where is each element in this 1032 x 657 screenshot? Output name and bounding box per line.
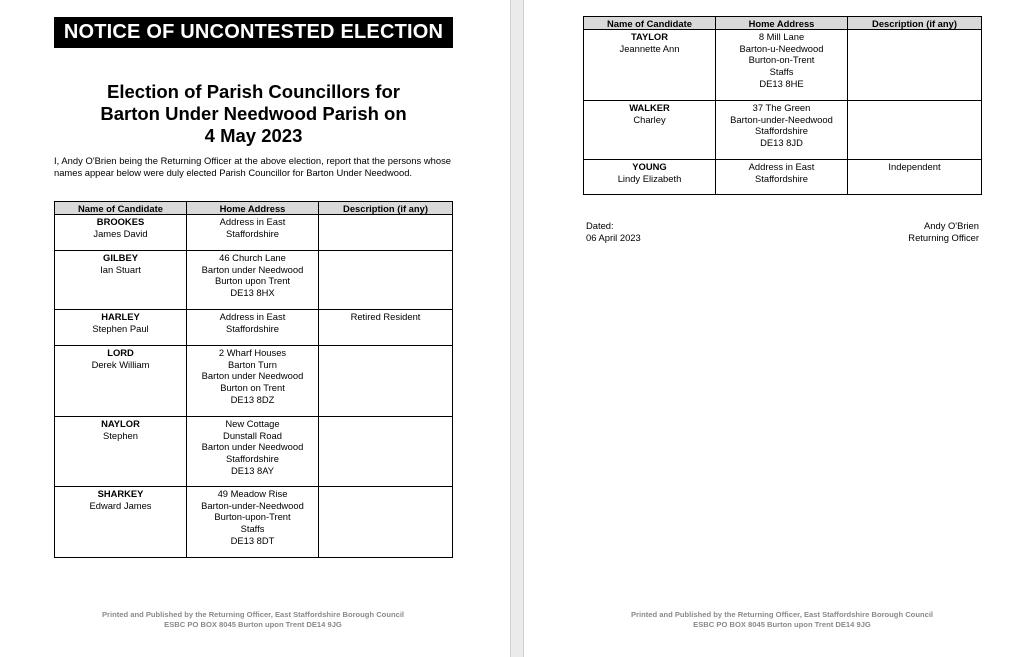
address-line: Barton-under-Needwood [201, 499, 304, 511]
header-description: Description (if any) [848, 17, 982, 30]
candidate-name-cell [55, 346, 187, 417]
candidate-name-cell [584, 101, 716, 160]
officer-block [908, 220, 979, 243]
candidate-row [55, 251, 453, 310]
address-line: Barton under Needwood [201, 441, 304, 453]
candidate-description-cell [319, 487, 453, 558]
candidate-name-cell [55, 487, 187, 558]
footer-line: Printed and Published by the Returning Officer, East Staffordshire Borough Council [101, 610, 405, 619]
candidate-description-cell: Independent [848, 160, 982, 195]
candidate-surname: HARLEY [101, 311, 140, 322]
candidate-forenames: Stephen Paul [92, 322, 149, 334]
address-line: Burton on Trent [220, 382, 285, 394]
address-line: 46 Church Lane [219, 252, 286, 263]
address-line: DE13 8DZ [230, 393, 275, 405]
address-line: 37 The Green [752, 102, 811, 113]
address-line: Barton-under-Needwood [730, 113, 833, 125]
candidate-forenames: Edward James [89, 499, 152, 511]
candidate-description-cell [319, 417, 453, 487]
candidate-surname: SHARKEY [97, 488, 144, 499]
candidate-name-cell [584, 160, 716, 195]
candidate-description-cell [848, 30, 982, 101]
notice-banner: NOTICE OF UNCONTESTED ELECTION [54, 17, 453, 48]
address-line: Address in East [219, 311, 286, 322]
officer-name: Andy O'Brien [924, 220, 979, 231]
address-line: New Cottage [225, 418, 280, 429]
header-address: Home Address [187, 202, 319, 215]
candidate-surname: GILBEY [103, 252, 138, 263]
address-line: Address in East [219, 216, 286, 227]
address-line: DE13 8DT [230, 534, 275, 546]
candidate-name-cell [55, 417, 187, 487]
candidate-forenames: Jeannette Ann [619, 42, 680, 54]
candidate-surname: NAYLOR [101, 418, 140, 429]
candidate-address-cell [187, 310, 319, 346]
candidate-address-cell [187, 417, 319, 487]
intro-paragraph: I, Andy O'Brien being the Returning Officer at the above election, report that the persons whose names appear below were duly elected Parish Councillor for Barton Under Needwood. [54, 155, 451, 178]
address-line: Staffs [240, 523, 265, 535]
footer-imprint [53, 610, 453, 630]
candidate-forenames: Charley [633, 113, 666, 125]
candidate-description-cell: Retired Resident [319, 310, 453, 346]
header-description: Description (if any) [319, 202, 453, 215]
candidate-address-cell [187, 251, 319, 310]
candidate-name-cell [55, 215, 187, 251]
candidate-row [55, 417, 453, 487]
candidate-address-cell [716, 101, 848, 160]
address-line: Staffordshire [226, 453, 279, 465]
candidate-row [55, 310, 453, 346]
footer-imprint [582, 610, 982, 630]
address-line: Burton-upon-Trent [214, 511, 291, 523]
address-line: DE13 8AY [230, 464, 275, 476]
address-line: 8 Mill Lane [758, 31, 805, 42]
address-line: 49 Meadow Rise [217, 488, 288, 499]
address-line: Staffordshire [755, 125, 808, 137]
page-gutter [510, 0, 524, 657]
candidates-table-left [54, 201, 453, 558]
dated-block [586, 220, 641, 243]
title-line: Barton Under Needwood Parish on [100, 103, 407, 124]
address-line: Burton upon Trent [214, 275, 291, 287]
footer-line: ESBC PO BOX 8045 Burton upon Trent DE14 9JG [164, 620, 342, 629]
table-header-row [584, 17, 982, 30]
header-name: Name of Candidate [584, 17, 716, 30]
title-line: Election of Parish Councillors for [107, 81, 400, 102]
address-line: 2 Wharf Houses [218, 347, 287, 358]
candidate-row [55, 215, 453, 251]
candidate-row [55, 487, 453, 558]
page-left [0, 0, 510, 657]
footer-line: ESBC PO BOX 8045 Burton upon Trent DE14 9JG [693, 620, 871, 629]
officer-title: Returning Officer [908, 231, 979, 243]
election-title [54, 81, 453, 147]
candidate-row [584, 30, 982, 101]
address-line: Dunstall Road [223, 429, 282, 441]
address-line: DE13 8JD [760, 137, 803, 149]
table-header-row [55, 202, 453, 215]
address-line: Staffordshire [226, 227, 279, 239]
candidate-forenames: Lindy Elizabeth [617, 172, 682, 184]
address-line: Staffordshire [755, 172, 808, 184]
dated-label: Dated: [586, 220, 614, 231]
candidate-row [584, 101, 982, 160]
candidate-forenames: Derek William [91, 358, 150, 370]
address-line: DE13 8HX [230, 287, 275, 299]
candidate-row [584, 160, 982, 195]
title-line: 4 May 2023 [204, 125, 303, 146]
candidate-forenames: James David [93, 227, 148, 239]
candidate-address-cell [187, 346, 319, 417]
candidate-surname: TAYLOR [631, 31, 668, 42]
footer-line: Printed and Published by the Returning Officer, East Staffordshire Borough Council [630, 610, 934, 619]
candidate-description-cell [848, 101, 982, 160]
dated-value: 06 April 2023 [586, 231, 641, 243]
candidate-surname: WALKER [629, 102, 670, 113]
candidate-surname: BROOKES [96, 216, 145, 227]
address-line: Barton-u-Needwood [739, 42, 824, 54]
candidate-name-cell [55, 251, 187, 310]
candidates-table-right [583, 16, 982, 195]
candidate-surname: YOUNG [632, 161, 667, 172]
address-line: Barton Turn [228, 358, 277, 370]
address-line: Staffs [769, 66, 794, 78]
address-line: Barton under Needwood [201, 370, 304, 382]
candidate-name-cell [55, 310, 187, 346]
address-line: Burton-on-Trent [748, 54, 815, 66]
candidate-row [55, 346, 453, 417]
address-line: Address in East [748, 161, 815, 172]
candidate-forenames: Ian Stuart [100, 263, 141, 275]
candidate-surname: LORD [107, 347, 134, 358]
address-line: DE13 8HE [759, 77, 804, 89]
candidate-description-cell [319, 346, 453, 417]
header-name: Name of Candidate [55, 202, 187, 215]
candidate-address-cell [187, 215, 319, 251]
candidate-description-cell [319, 251, 453, 310]
candidate-description-cell [319, 215, 453, 251]
candidate-address-cell [716, 30, 848, 101]
candidate-name-cell [584, 30, 716, 101]
address-line: Barton under Needwood [201, 263, 304, 275]
candidate-forenames: Stephen [103, 429, 138, 441]
address-line: Staffordshire [226, 322, 279, 334]
candidate-address-cell [187, 487, 319, 558]
header-address: Home Address [716, 17, 848, 30]
candidate-address-cell [716, 160, 848, 195]
